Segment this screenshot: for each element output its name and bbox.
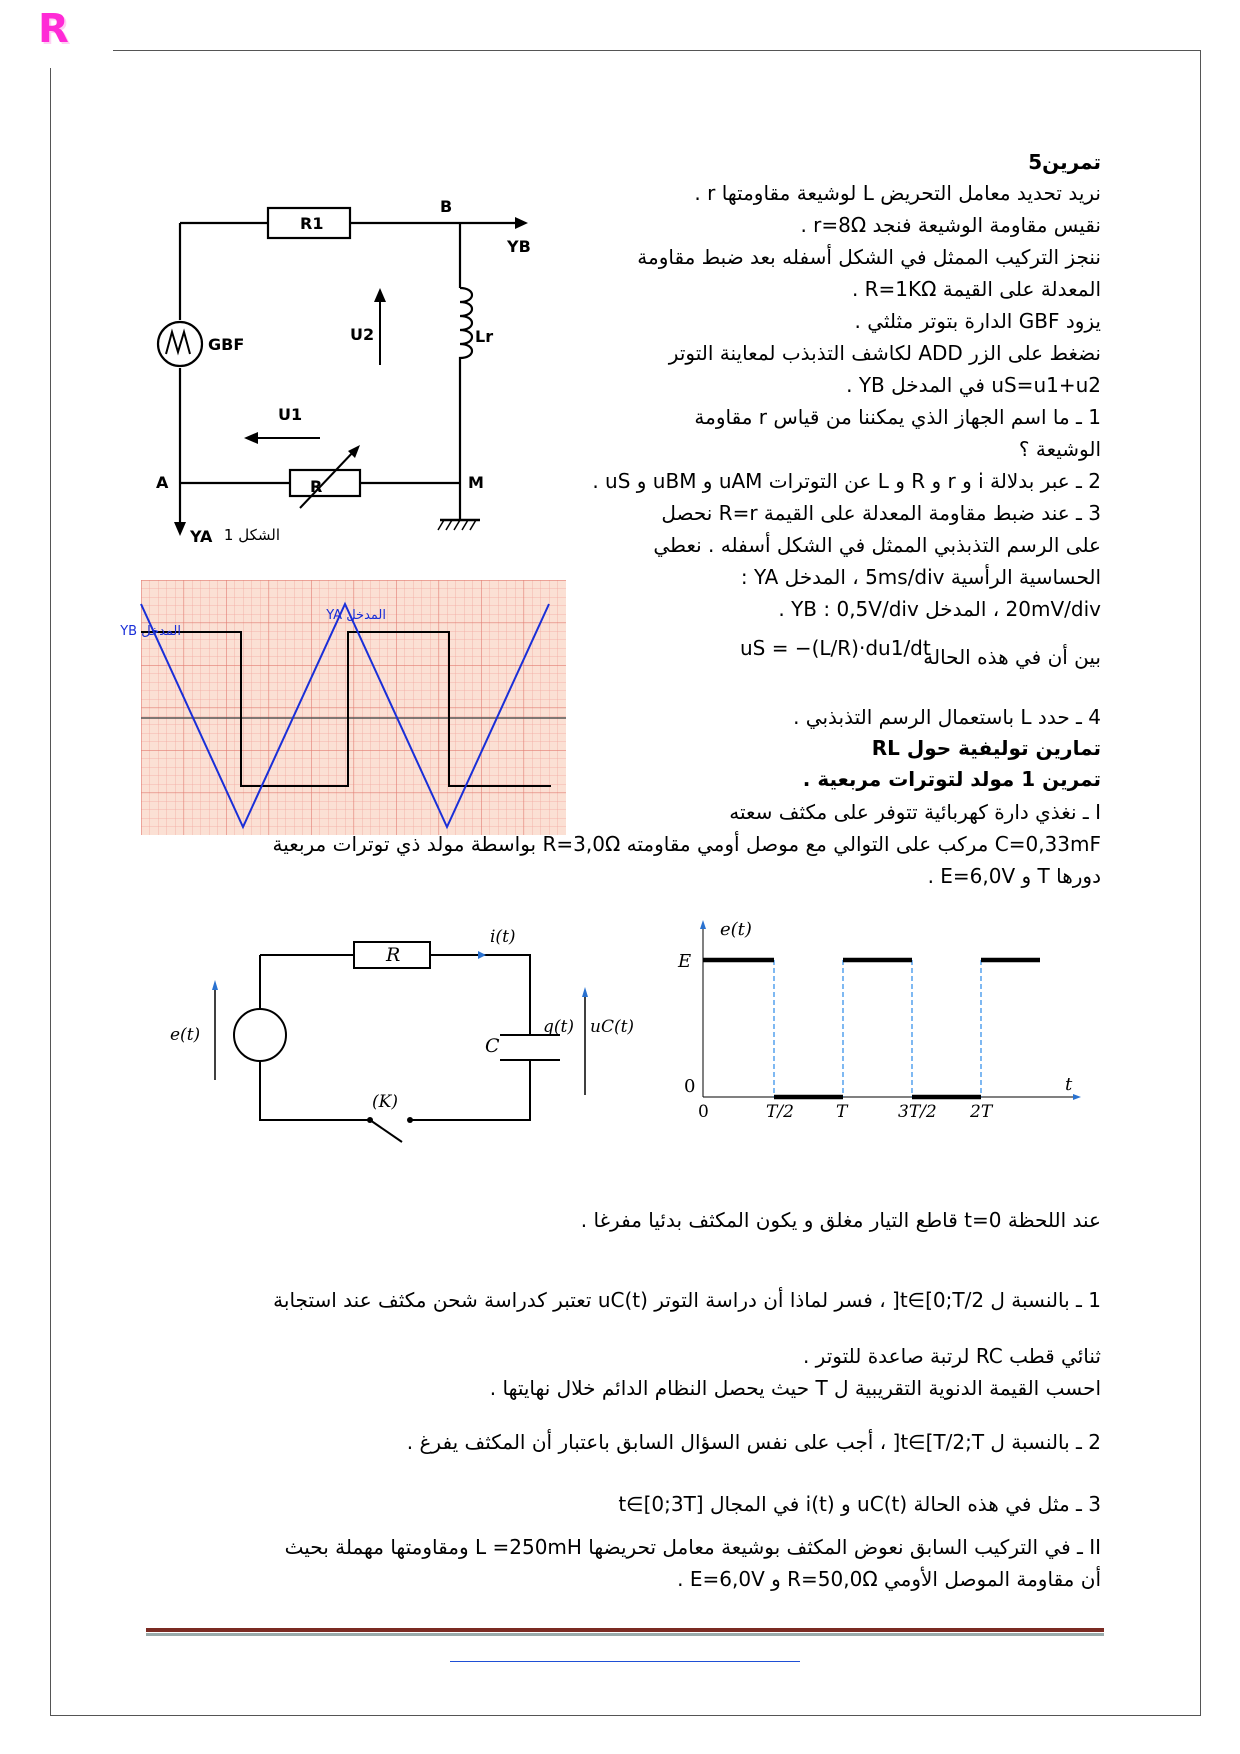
- ex5-line-4: المعدلة على القيمة R=1KΩ .: [851, 277, 1101, 301]
- rc-c-label: C: [485, 1035, 500, 1057]
- figure-1-circuit: [150, 190, 550, 560]
- ex1-I-line-1: I ـ نغذي دارة كهربائية تتوفر على مكثف سعته: [729, 800, 1101, 824]
- ex5-q3b: على الرسم التذبذبي الممثل في الشكل أسفله . نعطي: [653, 533, 1101, 557]
- ex5-sens-1: الحساسية الرأسية 5ms/div ، المدخل YA :: [740, 565, 1101, 589]
- uc-arrow-icon: [582, 987, 588, 997]
- switch-k-icon: [370, 1120, 402, 1142]
- ex1-q1c: احسب القيمة الدنوية التقريبية ل T حيث يحصل النظام الدائم خلال نهايتها .: [489, 1376, 1101, 1400]
- rc-uc-label: uC(t): [590, 1017, 635, 1037]
- scope-ya-label: المدخل YA: [326, 608, 386, 623]
- ex5-line-6: نضغط على الزر ADD لكاشف التذبذب لمعاينة التوتر: [668, 341, 1101, 365]
- graph-zero-label: 0: [684, 1076, 696, 1097]
- e-axis-arrow-icon: [700, 920, 706, 929]
- logo: R: [38, 6, 69, 52]
- ex1-t0-line: عند اللحظة t=0 قاطع التيار مغلق و يكون المكثف بدئيا مفرغا .: [580, 1208, 1101, 1232]
- oscilloscope-screen: [120, 580, 566, 835]
- graph-t-label: t: [1065, 1074, 1073, 1095]
- ex1-II-line-2: أن مقاومة الموصل الأومي R=50,0Ω و E=6,0V .: [677, 1567, 1101, 1591]
- variable-resistor-label: R: [310, 477, 323, 496]
- footer-rule-blue: [450, 1661, 800, 1662]
- ex5-line-5: يزود GBF الدارة بتوتر مثلثي .: [854, 309, 1101, 333]
- frame-right-line: [1200, 50, 1201, 1715]
- frame-bottom-line: [50, 1715, 1201, 1716]
- yb-arrow-icon: [515, 217, 528, 229]
- ex5-title: تمرين5: [1028, 150, 1101, 174]
- square-wave-plot: [703, 960, 1040, 1097]
- formula-text: uS = −(L/R)·du1/dt: [740, 636, 931, 660]
- rc-i-label: i(t): [490, 927, 516, 947]
- footer-rule-red: [146, 1628, 1104, 1632]
- u2-arrow-icon: [374, 288, 386, 302]
- u1-label: U1: [278, 405, 303, 424]
- ex5-q2: 2 ـ عبر بدلالة i و r و R و L عن التوترات uAM و uBM و uS .: [592, 469, 1101, 493]
- node-b-label: B: [440, 197, 453, 216]
- ex5-q1a: 1 ـ ما اسم الجهاز الذي يمكننا من قياس r مقاومة: [694, 405, 1101, 429]
- ex5-sens-2: 20mV/div ، المدخل YB : 0,5V/div .: [778, 597, 1101, 621]
- u1-arrow-icon: [244, 432, 258, 444]
- node-m-label: M: [468, 473, 484, 492]
- ex5-line-3: ننجز التركيب الممثل في الشكل أسفله بعد ضبط مقاومة: [637, 245, 1101, 269]
- ex1-title: تمرين 1 مولد لتوترات مربعية .: [802, 767, 1101, 791]
- t-axis-arrow-icon: [1073, 1094, 1081, 1100]
- ex1-q1a: 1 ـ بالنسبة ل t∈[0;T/2[ ، فسر لماذا أن دراسة التوتر uC(t) تعتبر كدراسة شحن مكثف عند استجابة: [273, 1288, 1101, 1312]
- tick-t-half: T/2: [766, 1102, 794, 1122]
- footer-rule-gray: [146, 1633, 1104, 1636]
- rc-k-label: (K): [372, 1092, 398, 1112]
- ex5-show-prefix: بين أن في هذه الحالة: [923, 645, 1101, 669]
- ex1-q2: 2 ـ بالنسبة ل t∈[T/2;T[ ، أجب على نفس السؤال السابق باعتبار أن المكثف يفرغ .: [406, 1430, 1101, 1454]
- scope-yb-label: المدخل YB: [120, 624, 181, 639]
- u2-label: U2: [350, 325, 375, 344]
- ex5-formula: [740, 636, 931, 660]
- ex5-q3a: 3 ـ عند ضبط مقاومة المعدلة على القيمة R=r نحصل: [661, 501, 1101, 525]
- rc-q-label: q(t): [543, 1017, 574, 1037]
- ex5-line-us: uS=u1+u2 في المدخل YB .: [846, 373, 1101, 397]
- e-arrow-icon: [212, 980, 218, 990]
- tick-3t-half: 3T/2: [898, 1102, 937, 1122]
- ex1-I-line-3: دورها T و E=6,0V .: [927, 864, 1101, 888]
- ex1-q1b: ثنائي قطب RC لرتبة صاعدة للتوتر .: [802, 1344, 1101, 1368]
- ex1-q3: 3 ـ مثل في هذه الحالة uC(t) و i(t) في المجال t∈[0;3T]: [618, 1492, 1101, 1516]
- yb-label: YB: [507, 237, 531, 256]
- tick-2t: 2T: [970, 1102, 993, 1122]
- rl-title: تمارين توليفية حول RL: [871, 736, 1101, 760]
- frame-left-line: [50, 68, 51, 1715]
- ya-label: YA: [190, 527, 213, 546]
- ex5-q1b: الوشيعة ؟: [1018, 437, 1101, 461]
- ex5-q4: 4 ـ حدد L باستعمال الرسم التذبذبي .: [793, 705, 1101, 729]
- current-arrow-icon: [478, 951, 486, 959]
- ex1-I-line-2: C=0,33mF مركب على التوالي مع موصل أومي مقاومته R=3,0Ω بواسطة مولد ذي توترات مربعية: [272, 832, 1101, 856]
- generator-icon: [234, 1009, 286, 1061]
- coil-icon: [460, 288, 472, 368]
- graph-e-label: E: [678, 951, 692, 972]
- ex1-II-line-1: II ـ في التركيب السابق نعوض المكثف بوشيعة معامل تحريضها L =250mH ومقاومتها مهملة بحيث: [284, 1535, 1101, 1559]
- graph-title: e(t): [720, 919, 752, 940]
- tick-t: T: [836, 1102, 848, 1122]
- square-wave-graph: [670, 915, 1090, 1165]
- r1-label: R1: [300, 214, 324, 233]
- rc-r-label: R: [386, 944, 401, 966]
- tick-0: 0: [698, 1102, 709, 1122]
- coil-label: Lr: [475, 327, 494, 346]
- rc-e-label: e(t): [170, 1025, 201, 1045]
- ex5-line-1: نريد تحديد معامل التحريض L لوشيعة مقاومتها r .: [694, 181, 1101, 205]
- ya-arrow-icon: [174, 522, 186, 536]
- gbf-label: GBF: [208, 335, 245, 354]
- frame-top-line: [113, 50, 1200, 51]
- figure-1-label: الشكل 1: [223, 526, 280, 544]
- rc-circuit: [160, 920, 640, 1170]
- ex5-line-2: نقيس مقاومة الوشيعة فنجد r=8Ω .: [800, 213, 1101, 237]
- node-a-label: A: [156, 473, 169, 492]
